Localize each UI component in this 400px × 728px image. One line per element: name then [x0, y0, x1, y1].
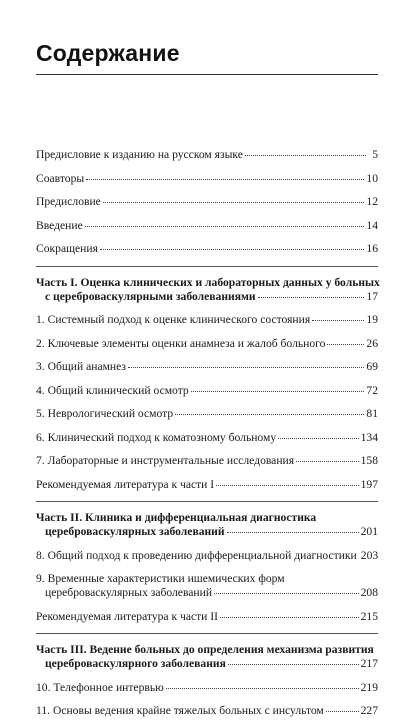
entry-title: Введение [36, 218, 83, 232]
dot-leader [103, 202, 365, 203]
entry-title: 10. Телефонное интервью [36, 680, 164, 694]
entry-page: 134 [360, 430, 378, 444]
entry-page: 5 [372, 148, 378, 161]
entry-title: 7. Лабораторные и инструментальные исследования [36, 454, 295, 467]
part-page: 17 [366, 289, 378, 303]
entry-title: 4. Общий клинический осмотр [36, 383, 189, 397]
page-title: Содержание [36, 40, 180, 66]
dot-leader [175, 414, 364, 415]
dot-leader [326, 711, 359, 712]
entry-page: 203 [360, 548, 379, 562]
dot-leader [327, 344, 364, 345]
entry-page: 69 [366, 360, 378, 373]
dot-leader [278, 438, 358, 439]
toc-entry[interactable] [36, 704, 378, 718]
toc-entry[interactable] [36, 195, 378, 209]
dot-leader [227, 532, 359, 533]
toc-entry[interactable] [36, 313, 378, 327]
dot-leader [214, 593, 359, 594]
dot-leader [296, 461, 359, 462]
entry-title: 3. Общий анамнез [36, 360, 127, 373]
part-title-line1: Часть III. Ведение больных до определения механизма развития [36, 643, 374, 656]
entry-title: 2. Ключевые элементы оценки анамнеза и жалоб больного [36, 336, 326, 350]
entry-title: 11. Основы ведения крайне тяжелых больных с инсультом [36, 704, 324, 717]
part-title-line1: Часть I. Оценка клинических и лабораторных данных у больных [36, 275, 380, 289]
entry-title: Сокращения [36, 242, 98, 255]
toc-entry[interactable] [36, 431, 378, 445]
toc-entry[interactable] [36, 148, 378, 162]
toc-entry[interactable] [36, 610, 378, 624]
section-divider [36, 266, 378, 267]
part-heading-1[interactable] [36, 276, 378, 304]
toc-entry[interactable] [36, 478, 378, 492]
entry-page: 26 [366, 336, 378, 350]
entry-page: 158 [360, 454, 378, 467]
toc-entry[interactable] [36, 219, 378, 233]
part-title-line2: с цереброваскулярными заболеваниями [45, 289, 256, 303]
entry-page: 197 [360, 477, 378, 491]
toc-entry[interactable] [36, 337, 378, 351]
entry-page: 215 [360, 609, 378, 623]
dot-leader [85, 226, 365, 227]
toc-entry-multiline[interactable] [36, 572, 378, 600]
part-heading-2[interactable] [36, 511, 378, 539]
section-divider [36, 633, 378, 634]
part-page: 217 [360, 657, 378, 670]
dot-leader [312, 320, 364, 321]
table-of-contents [36, 148, 378, 728]
entry-page: 10 [366, 171, 378, 185]
entry-title-line1: 9. Временные характеристики ишемических форм [36, 572, 285, 585]
entry-page: 12 [366, 195, 378, 208]
entry-title-line2: цереброваскулярных заболеваний [45, 586, 213, 599]
entry-title: Предисловие [36, 195, 101, 208]
part-heading-3[interactable] [36, 643, 378, 671]
dot-leader [166, 688, 359, 689]
entry-page: 16 [366, 242, 378, 255]
entry-title: 1. Системный подход к оценке клинического состояния [36, 313, 311, 326]
entry-title: Соавторы [36, 171, 85, 185]
toc-entry[interactable] [36, 360, 378, 374]
entry-title: Предисловие к изданию на русском языке [36, 148, 243, 161]
toc-entry[interactable] [36, 407, 378, 421]
entry-title: 6. Клинический подход к коматозному больному [36, 430, 277, 444]
title-rule [36, 74, 378, 75]
part-title-line1: Часть II. Клиника и дифференциальная диагностика [36, 511, 317, 524]
dot-leader [86, 179, 364, 180]
dot-leader [128, 367, 364, 368]
entry-page: 227 [360, 704, 378, 717]
entry-page: 14 [366, 218, 378, 232]
front-matter [36, 148, 378, 256]
toc-entry[interactable] [36, 681, 378, 695]
part-page: 201 [360, 525, 378, 538]
toc-entry[interactable] [36, 384, 378, 398]
dot-leader [220, 617, 359, 618]
entry-title: Рекомендуемая литература к части II [36, 609, 219, 623]
entry-page: 72 [366, 383, 378, 397]
dot-leader [100, 249, 364, 250]
dot-leader [258, 297, 365, 298]
dot-leader [245, 155, 366, 156]
section-divider [36, 501, 378, 502]
toc-entry[interactable] [36, 454, 378, 468]
entry-title: Рекомендуемая литература к части I [36, 477, 215, 491]
part-title-line2: цереброваскулярных заболеваний [45, 525, 225, 538]
dot-leader [228, 664, 359, 665]
toc-entry[interactable] [36, 549, 378, 563]
dot-leader [216, 485, 358, 486]
entry-page: 19 [366, 313, 378, 326]
toc-entry[interactable] [36, 172, 378, 186]
toc-entry[interactable] [36, 242, 378, 256]
entry-page: 219 [360, 680, 378, 694]
entry-title: 8. Общий подход к проведению дифференциальной диагностики [36, 548, 357, 562]
dot-leader [191, 391, 365, 392]
entry-page: 81 [366, 407, 378, 420]
part-title-line2: цереброваскулярного заболевания [45, 657, 226, 670]
entry-page: 208 [360, 586, 378, 599]
entry-title: 5. Неврологический осмотр [36, 407, 174, 420]
